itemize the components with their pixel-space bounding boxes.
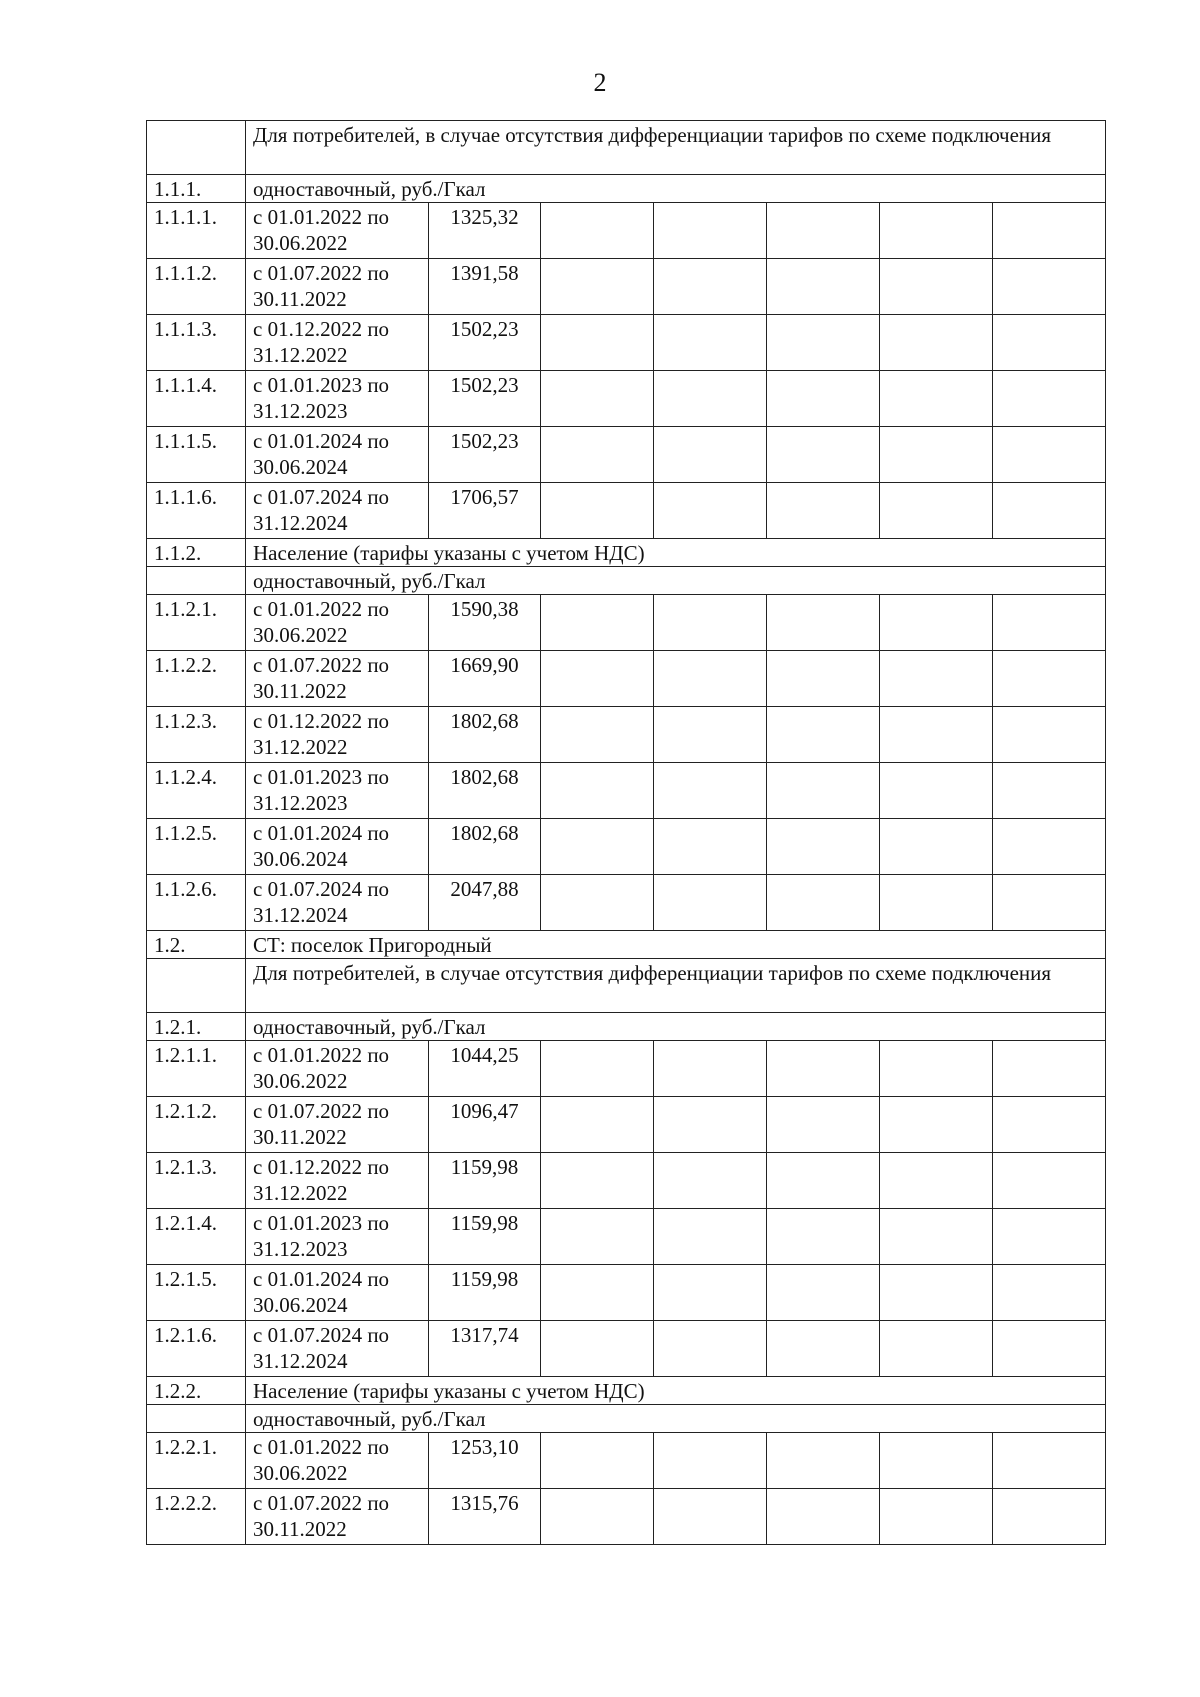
section-header-row (147, 539, 1106, 567)
empty-cell (880, 315, 993, 371)
empty-cell (993, 1489, 1106, 1545)
row-number: 1.1.1.3. (147, 315, 246, 371)
empty-cell (880, 1041, 993, 1097)
empty-cell (541, 1265, 654, 1321)
row-number: 1.2.1. (147, 1013, 246, 1041)
row-number (147, 1405, 246, 1433)
empty-cell (654, 819, 767, 875)
tariff-data-row (147, 1321, 1106, 1377)
section-header-row (147, 567, 1106, 595)
tariff-table (146, 120, 1106, 1545)
tariff-data-row (147, 371, 1106, 427)
tariff-data-row (147, 819, 1106, 875)
empty-cell (880, 1321, 993, 1377)
empty-cell (541, 707, 654, 763)
empty-cell (767, 1153, 880, 1209)
empty-cell (654, 707, 767, 763)
section-header-row (147, 959, 1106, 1013)
empty-cell (654, 483, 767, 539)
tariff-data-row (147, 1433, 1106, 1489)
empty-cell (541, 651, 654, 707)
tariff-data-row (147, 1097, 1106, 1153)
period-cell: с 01.01.2023 по 31.12.2023 (246, 1209, 429, 1265)
tariff-value-cell: 1253,10 (429, 1433, 541, 1489)
empty-cell (993, 1097, 1106, 1153)
section-header-text: одноставочный, руб./Гкал (246, 175, 1106, 203)
section-header-text: Население (тарифы указаны с учетом НДС) (246, 539, 1106, 567)
tariff-value-cell: 1159,98 (429, 1209, 541, 1265)
empty-cell (993, 1433, 1106, 1489)
empty-cell (880, 707, 993, 763)
row-number: 1.1.2.1. (147, 595, 246, 651)
empty-cell (880, 483, 993, 539)
tariff-value-cell: 1802,68 (429, 819, 541, 875)
period-cell: с 01.01.2022 по 30.06.2022 (246, 595, 429, 651)
empty-cell (993, 1041, 1106, 1097)
empty-cell (767, 259, 880, 315)
row-number: 1.1.2.2. (147, 651, 246, 707)
empty-cell (541, 819, 654, 875)
tariff-data-row (147, 875, 1106, 931)
row-number: 1.2.1.3. (147, 1153, 246, 1209)
row-number: 1.1.2. (147, 539, 246, 567)
empty-cell (541, 1153, 654, 1209)
tariff-data-row (147, 483, 1106, 539)
period-cell: с 01.01.2024 по 30.06.2024 (246, 427, 429, 483)
section-header-text: Для потребителей, в случае отсутствия дифференциации тарифов по схеме подключения (246, 959, 1106, 1013)
empty-cell (993, 707, 1106, 763)
row-number: 1.2.2.1. (147, 1433, 246, 1489)
empty-cell (767, 651, 880, 707)
tariff-value-cell: 1391,58 (429, 259, 541, 315)
period-cell: с 01.07.2024 по 31.12.2024 (246, 875, 429, 931)
tariff-value-cell: 2047,88 (429, 875, 541, 931)
row-number: 1.2.1.1. (147, 1041, 246, 1097)
empty-cell (880, 427, 993, 483)
row-number (147, 567, 246, 595)
row-number: 1.2.1.2. (147, 1097, 246, 1153)
empty-cell (654, 1489, 767, 1545)
tariff-data-row (147, 595, 1106, 651)
section-header-text: одноставочный, руб./Гкал (246, 1013, 1106, 1041)
empty-cell (993, 595, 1106, 651)
empty-cell (654, 427, 767, 483)
row-number: 1.1.1.2. (147, 259, 246, 315)
row-number: 1.1.2.4. (147, 763, 246, 819)
empty-cell (880, 595, 993, 651)
row-number: 1.1.1. (147, 175, 246, 203)
page-number: 2 (593, 68, 607, 97)
tariff-value-cell: 1159,98 (429, 1153, 541, 1209)
tariff-data-row (147, 1041, 1106, 1097)
empty-cell (767, 1041, 880, 1097)
tariff-data-row (147, 427, 1106, 483)
empty-cell (993, 203, 1106, 259)
empty-cell (880, 1209, 993, 1265)
tariff-value-cell: 1502,23 (429, 427, 541, 483)
empty-cell (880, 1489, 993, 1545)
section-header-row (147, 931, 1106, 959)
empty-cell (880, 875, 993, 931)
empty-cell (767, 371, 880, 427)
empty-cell (993, 763, 1106, 819)
empty-cell (880, 1153, 993, 1209)
empty-cell (880, 651, 993, 707)
tariff-data-row (147, 1209, 1106, 1265)
period-cell: с 01.01.2022 по 30.06.2022 (246, 1433, 429, 1489)
row-number: 1.2.1.6. (147, 1321, 246, 1377)
empty-cell (767, 1433, 880, 1489)
period-cell: с 01.07.2022 по 30.11.2022 (246, 651, 429, 707)
period-cell: с 01.12.2022 по 31.12.2022 (246, 707, 429, 763)
empty-cell (541, 1097, 654, 1153)
empty-cell (993, 819, 1106, 875)
tariff-data-row (147, 259, 1106, 315)
section-header-row (147, 1377, 1106, 1405)
empty-cell (654, 315, 767, 371)
row-number: 1.2.2. (147, 1377, 246, 1405)
tariff-data-row (147, 763, 1106, 819)
row-number: 1.2.1.5. (147, 1265, 246, 1321)
section-header-text: Население (тарифы указаны с учетом НДС) (246, 1377, 1106, 1405)
section-header-row (147, 121, 1106, 175)
empty-cell (767, 1097, 880, 1153)
period-cell: с 01.01.2022 по 30.06.2022 (246, 1041, 429, 1097)
empty-cell (993, 427, 1106, 483)
row-number: 1.1.1.4. (147, 371, 246, 427)
empty-cell (993, 1321, 1106, 1377)
row-number: 1.1.1.5. (147, 427, 246, 483)
row-number (147, 121, 246, 175)
empty-cell (654, 1321, 767, 1377)
tariff-value-cell: 1706,57 (429, 483, 541, 539)
empty-cell (880, 1433, 993, 1489)
empty-cell (767, 1489, 880, 1545)
period-cell: с 01.01.2024 по 30.06.2024 (246, 819, 429, 875)
section-header-text: Для потребителей, в случае отсутствия дифференциации тарифов по схеме подключения (246, 121, 1106, 175)
empty-cell (993, 875, 1106, 931)
period-cell: с 01.07.2022 по 30.11.2022 (246, 259, 429, 315)
empty-cell (767, 427, 880, 483)
period-cell: с 01.12.2022 по 31.12.2022 (246, 315, 429, 371)
empty-cell (767, 203, 880, 259)
period-cell: с 01.01.2023 по 31.12.2023 (246, 763, 429, 819)
tariff-value-cell: 1317,74 (429, 1321, 541, 1377)
row-number: 1.1.2.5. (147, 819, 246, 875)
tariff-value-cell: 1802,68 (429, 707, 541, 763)
tariff-value-cell: 1590,38 (429, 595, 541, 651)
empty-cell (654, 1153, 767, 1209)
section-header-text: одноставочный, руб./Гкал (246, 1405, 1106, 1433)
empty-cell (767, 1265, 880, 1321)
tariff-value-cell: 1502,23 (429, 371, 541, 427)
empty-cell (993, 1153, 1106, 1209)
section-header-row (147, 175, 1106, 203)
row-number: 1.1.1.6. (147, 483, 246, 539)
empty-cell (767, 875, 880, 931)
empty-cell (541, 595, 654, 651)
empty-cell (541, 315, 654, 371)
tariff-value-cell: 1315,76 (429, 1489, 541, 1545)
empty-cell (654, 875, 767, 931)
empty-cell (993, 259, 1106, 315)
period-cell: с 01.07.2022 по 30.11.2022 (246, 1489, 429, 1545)
tariff-data-row (147, 651, 1106, 707)
period-cell: с 01.12.2022 по 31.12.2022 (246, 1153, 429, 1209)
empty-cell (541, 1433, 654, 1489)
tariff-data-row (147, 315, 1106, 371)
tariff-value-cell: 1669,90 (429, 651, 541, 707)
empty-cell (767, 763, 880, 819)
tariff-value-cell: 1502,23 (429, 315, 541, 371)
empty-cell (541, 763, 654, 819)
empty-cell (654, 595, 767, 651)
empty-cell (541, 1321, 654, 1377)
section-header-row (147, 1013, 1106, 1041)
row-number: 1.2. (147, 931, 246, 959)
row-number: 1.1.2.6. (147, 875, 246, 931)
empty-cell (880, 819, 993, 875)
row-number (147, 959, 246, 1013)
section-header-text: одноставочный, руб./Гкал (246, 567, 1106, 595)
empty-cell (880, 1097, 993, 1153)
empty-cell (767, 595, 880, 651)
tariff-value-cell: 1325,32 (429, 203, 541, 259)
period-cell: с 01.01.2022 по 30.06.2022 (246, 203, 429, 259)
period-cell: с 01.01.2023 по 31.12.2023 (246, 371, 429, 427)
tariff-data-row (147, 707, 1106, 763)
period-cell: с 01.07.2024 по 31.12.2024 (246, 1321, 429, 1377)
row-number: 1.2.1.4. (147, 1209, 246, 1265)
empty-cell (541, 1209, 654, 1265)
empty-cell (880, 763, 993, 819)
empty-cell (880, 1265, 993, 1321)
empty-cell (993, 651, 1106, 707)
tariff-value-cell: 1159,98 (429, 1265, 541, 1321)
period-cell: с 01.01.2024 по 30.06.2024 (246, 1265, 429, 1321)
empty-cell (541, 427, 654, 483)
empty-cell (654, 259, 767, 315)
empty-cell (654, 1097, 767, 1153)
empty-cell (993, 371, 1106, 427)
empty-cell (654, 1209, 767, 1265)
tariff-value-cell: 1044,25 (429, 1041, 541, 1097)
empty-cell (541, 259, 654, 315)
tariff-data-row (147, 203, 1106, 259)
empty-cell (767, 1209, 880, 1265)
tariff-table-body (147, 121, 1106, 1545)
empty-cell (541, 203, 654, 259)
tariff-data-row (147, 1265, 1106, 1321)
section-header-row (147, 1405, 1106, 1433)
empty-cell (993, 1265, 1106, 1321)
period-cell: с 01.07.2024 по 31.12.2024 (246, 483, 429, 539)
empty-cell (541, 1041, 654, 1097)
empty-cell (880, 259, 993, 315)
empty-cell (993, 483, 1106, 539)
empty-cell (767, 707, 880, 763)
empty-cell (654, 1433, 767, 1489)
empty-cell (767, 315, 880, 371)
empty-cell (541, 875, 654, 931)
empty-cell (993, 1209, 1106, 1265)
empty-cell (654, 1265, 767, 1321)
period-cell: с 01.07.2022 по 30.11.2022 (246, 1097, 429, 1153)
tariff-data-row (147, 1489, 1106, 1545)
row-number: 1.1.1.1. (147, 203, 246, 259)
tariff-value-cell: 1802,68 (429, 763, 541, 819)
empty-cell (767, 819, 880, 875)
empty-cell (541, 483, 654, 539)
empty-cell (767, 1321, 880, 1377)
tariff-data-row (147, 1153, 1106, 1209)
empty-cell (654, 651, 767, 707)
section-header-text: СТ: поселок Пригородный (246, 931, 1106, 959)
empty-cell (654, 371, 767, 427)
empty-cell (541, 1489, 654, 1545)
empty-cell (880, 203, 993, 259)
empty-cell (654, 203, 767, 259)
empty-cell (654, 1041, 767, 1097)
row-number: 1.2.2.2. (147, 1489, 246, 1545)
empty-cell (993, 315, 1106, 371)
tariff-value-cell: 1096,47 (429, 1097, 541, 1153)
empty-cell (767, 483, 880, 539)
empty-cell (541, 371, 654, 427)
empty-cell (880, 371, 993, 427)
empty-cell (654, 763, 767, 819)
row-number: 1.1.2.3. (147, 707, 246, 763)
